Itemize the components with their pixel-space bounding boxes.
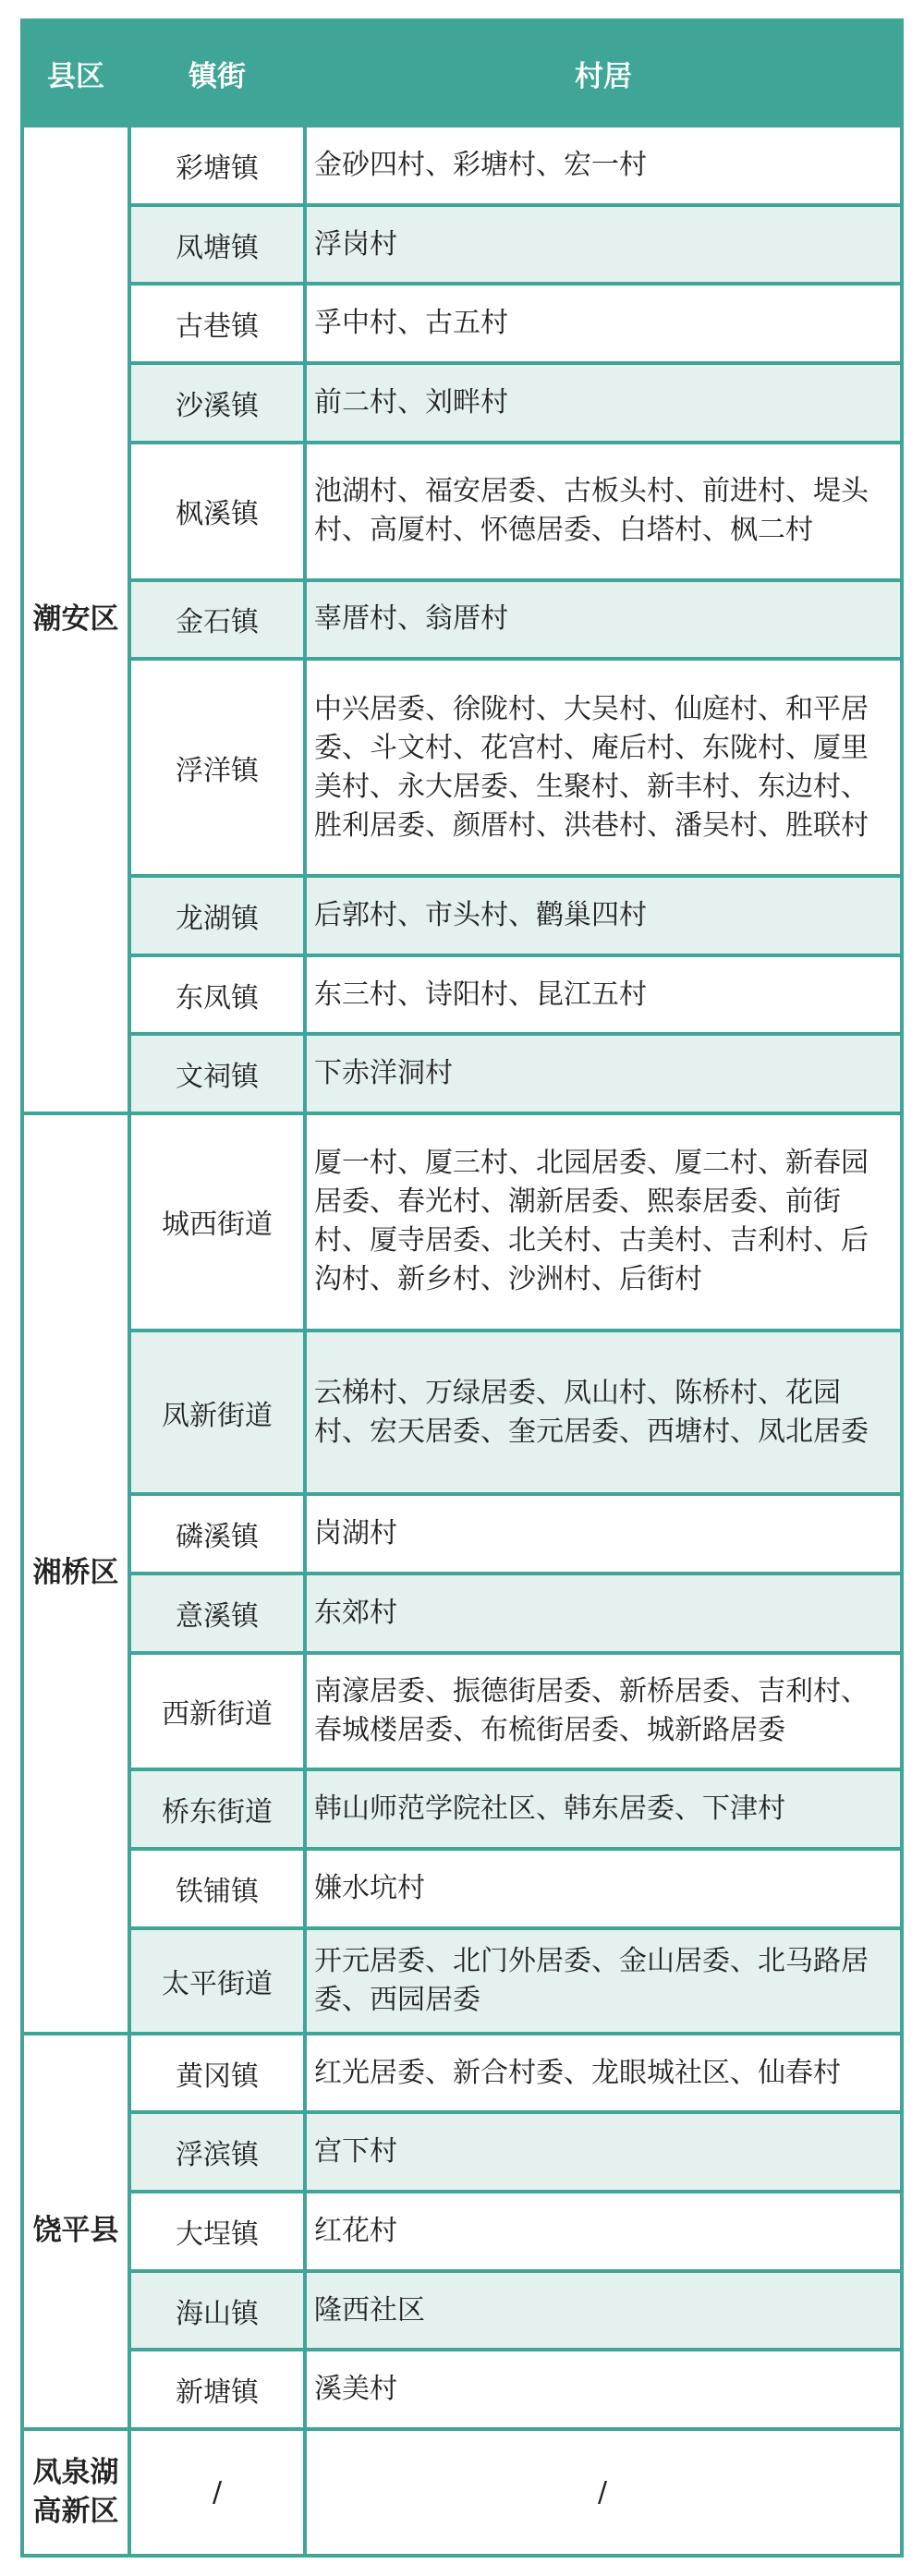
table-row: [24, 2035, 900, 2111]
town-cell: 意溪镇: [131, 1575, 303, 1651]
table-row: [24, 444, 900, 578]
town-cell: 大埕镇: [131, 2193, 303, 2269]
table-row: [24, 1930, 900, 2032]
table-row: [24, 1771, 900, 1847]
villages-cell: 东郊村: [307, 1575, 900, 1651]
villages-cell: 宫下村: [307, 2114, 900, 2190]
villages-cell: 辜厝村、翁厝村: [307, 582, 900, 658]
town-cell: 铁铺镇: [131, 1851, 303, 1926]
table-frame: [20, 18, 904, 2558]
town-cell: /: [131, 2431, 303, 2554]
county-cell-fengquanhu: [24, 2431, 128, 2554]
villages-cell: 厦一村、厦三村、北园居委、厦二村、新春园居委、春光村、潮新居委、熙泰居委、前街村、厦寺居委、北关村、古美村、吉利村、后沟村、新乡村、沙洲村、后街村: [307, 1115, 900, 1329]
town-cell: 凤塘镇: [131, 207, 303, 283]
header-county: 县区: [24, 22, 128, 124]
table-row: [24, 128, 900, 203]
town-cell: 黄冈镇: [131, 2035, 303, 2111]
villages-cell: 金砂四村、彩塘村、宏一村: [307, 128, 900, 203]
county-cell-xiangqiao: 湘桥区: [24, 1115, 128, 2032]
county-cell-raoping: 饶平县: [24, 2035, 128, 2427]
villages-cell: 溪美村: [307, 2351, 900, 2427]
villages-cell: 岗湖村: [307, 1496, 900, 1572]
town-cell: 金石镇: [131, 582, 303, 658]
villages-cell: 开元居委、北门外居委、金山居委、北马路居委、西园居委: [307, 1930, 900, 2032]
table-row: [24, 286, 900, 361]
villages-cell: 红花村: [307, 2193, 900, 2269]
table-row: [24, 661, 900, 874]
villages-cell: 池湖村、福安居委、古板头村、前进村、堤头村、高厦村、怀德居委、白塔村、枫二村: [307, 444, 900, 578]
villages-cell: 嫌水坑村: [307, 1851, 900, 1926]
villages-cell: 孚中村、古五村: [307, 286, 900, 361]
town-cell: 西新街道: [131, 1655, 303, 1768]
table-row: [24, 1575, 900, 1651]
table-row: [24, 1036, 900, 1112]
table-row: [24, 2351, 900, 2427]
villages-cell: 下赤洋洞村: [307, 1036, 900, 1112]
villages-cell: 韩山师范学院社区、韩东居委、下津村: [307, 1771, 900, 1847]
header-village: 村居: [307, 22, 900, 124]
table-row: [24, 1496, 900, 1572]
table-row: [24, 207, 900, 283]
table-row: [24, 1655, 900, 1768]
table-row: [24, 1332, 900, 1493]
town-cell: 太平街道: [131, 1930, 303, 2032]
header-town: 镇街: [131, 22, 303, 124]
table-row: [24, 2431, 900, 2554]
table-row: [24, 2193, 900, 2269]
villages-cell: 中兴居委、徐陇村、大吴村、仙庭村、和平居委、斗文村、花宫村、庵后村、东陇村、厦里美村、永大居委、生聚村、新丰村、东边村、胜利居委、颜厝村、洪巷村、潘吴村、胜联村: [307, 661, 900, 874]
town-cell: 桥东街道: [131, 1771, 303, 1847]
table-row: [24, 1115, 900, 1329]
villages-cell: 云梯村、万绿居委、凤山村、陈桥村、花园村、宏天居委、奎元居委、西塘村、凤北居委: [307, 1332, 900, 1493]
town-cell: 文祠镇: [131, 1036, 303, 1112]
table-row: [24, 2114, 900, 2190]
town-cell: 沙溪镇: [131, 365, 303, 441]
villages-cell: 南濠居委、振德街居委、新桥居委、吉利村、春城楼居委、布梳街居委、城新路居委: [307, 1655, 900, 1768]
town-cell: 海山镇: [131, 2273, 303, 2349]
county-name-line2: 高新区: [32, 2494, 119, 2528]
villages-cell: 红光居委、新合村委、龙眼城社区、仙春村: [307, 2035, 900, 2111]
county-name-line1: 凤泉湖: [32, 2455, 119, 2489]
town-cell: 凤新街道: [131, 1332, 303, 1493]
villages-cell: 后郭村、市头村、鹳巢四村: [307, 878, 900, 954]
table-row: [24, 365, 900, 441]
table-row: [24, 957, 900, 1033]
header-row: [24, 22, 900, 124]
villages-cell: 前二村、刘畔村: [307, 365, 900, 441]
villages-cell: /: [307, 2431, 900, 2554]
town-cell: 磷溪镇: [131, 1496, 303, 1572]
villages-cell: 浮岗村: [307, 207, 900, 283]
town-cell: 城西街道: [131, 1115, 303, 1329]
table-row: [24, 582, 900, 658]
villages-cell: 东三村、诗阳村、昆江五村: [307, 957, 900, 1033]
table-row: [24, 1851, 900, 1926]
town-cell: 新塘镇: [131, 2351, 303, 2427]
county-cell-chaoan: 潮安区: [24, 128, 128, 1112]
villages-cell: 隆西社区: [307, 2273, 900, 2349]
table-row: [24, 878, 900, 954]
village-table: [20, 18, 904, 2558]
table-row: [24, 2273, 900, 2349]
town-cell: 彩塘镇: [131, 128, 303, 203]
town-cell: 浮洋镇: [131, 661, 303, 874]
town-cell: 枫溪镇: [131, 444, 303, 578]
town-cell: 东凤镇: [131, 957, 303, 1033]
town-cell: 龙湖镇: [131, 878, 303, 954]
town-cell: 古巷镇: [131, 286, 303, 361]
town-cell: 浮滨镇: [131, 2114, 303, 2190]
